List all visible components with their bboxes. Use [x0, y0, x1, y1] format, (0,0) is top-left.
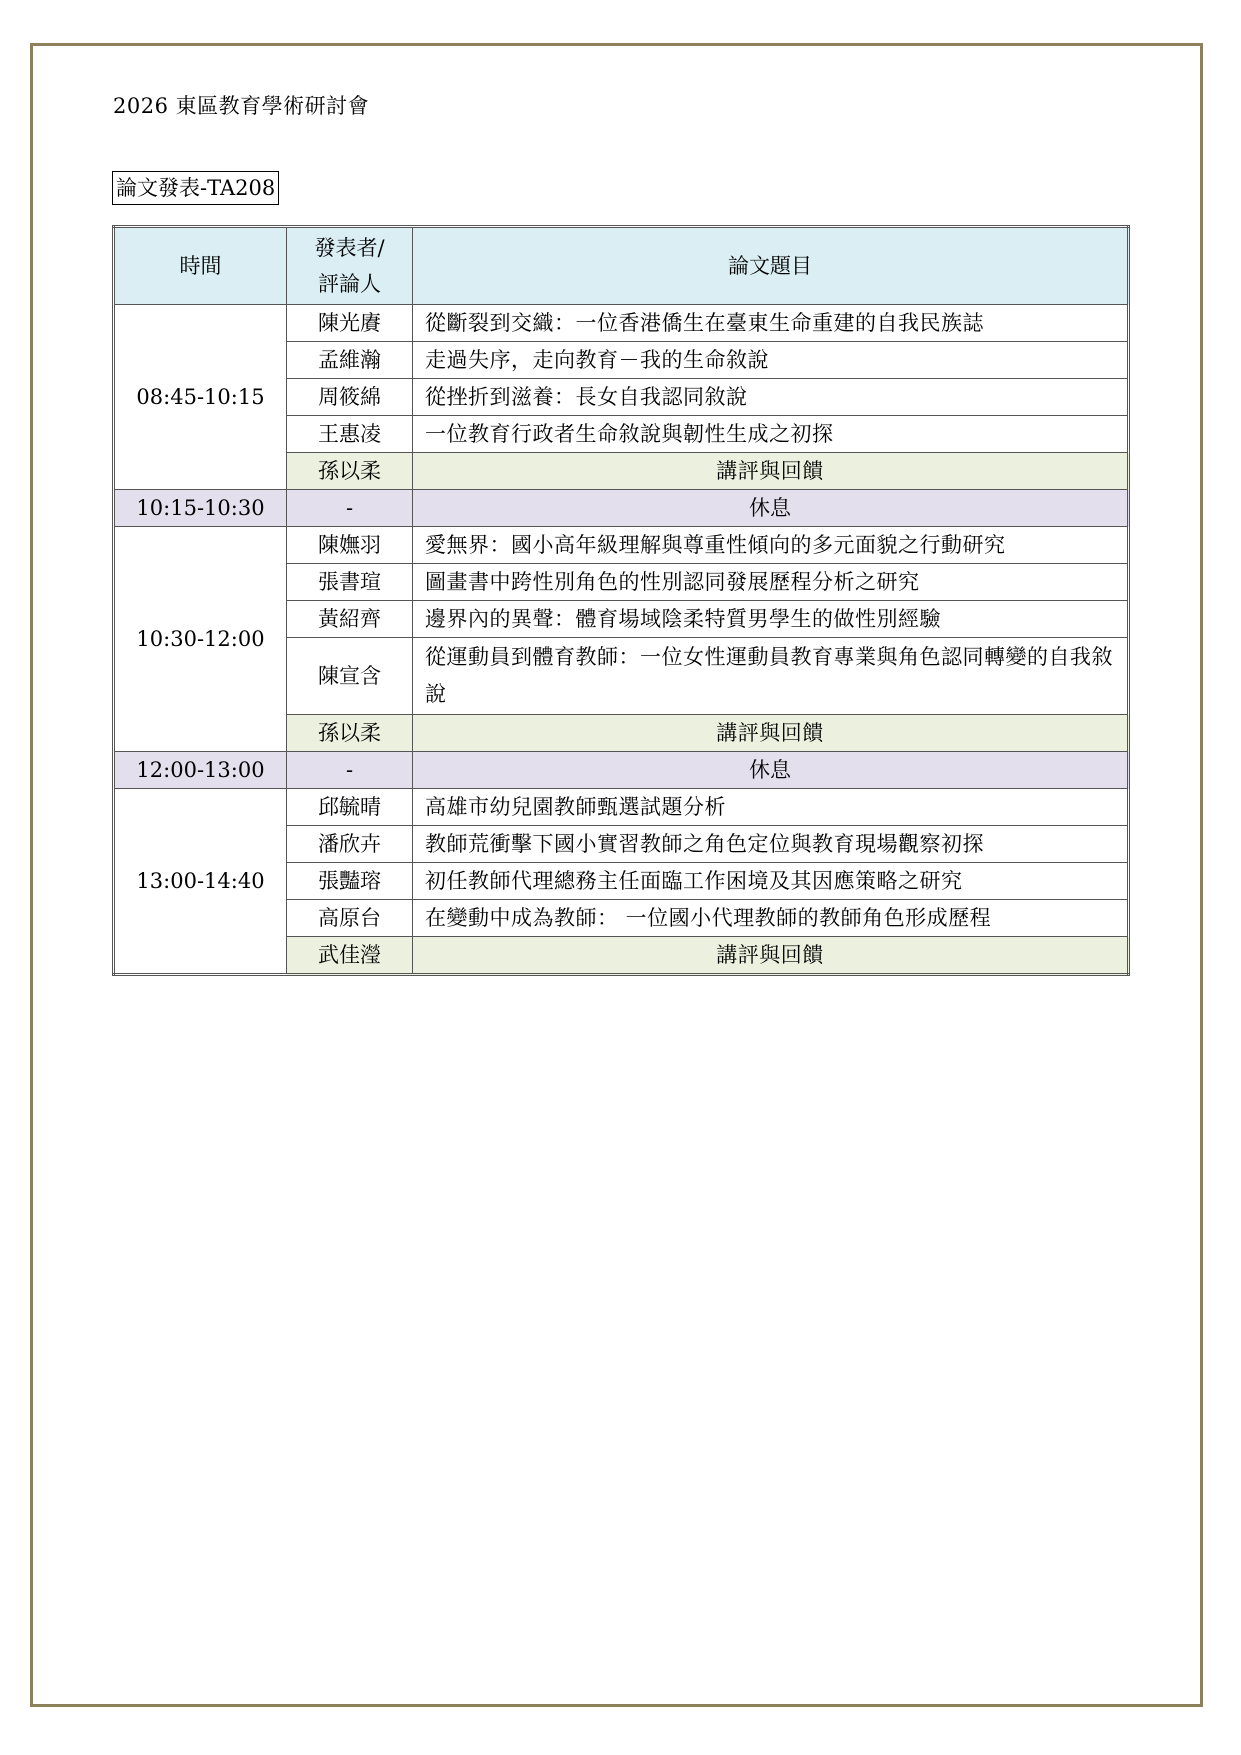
header-title: 論文題目 [413, 227, 1129, 305]
presenter-name: 周筱綿 [287, 379, 413, 416]
time-slot: 08:45-10:15 [114, 305, 287, 490]
paper-title: 圖畫書中跨性別角色的性別認同發展歷程分析之研究 [413, 564, 1129, 601]
presenter-name: 黃紹齊 [287, 601, 413, 638]
presenter-name: 王惠凌 [287, 416, 413, 453]
time-slot: 10:30-12:00 [114, 527, 287, 752]
time-slot: 13:00-14:40 [114, 789, 287, 975]
review-label: 講評與回饋 [413, 937, 1129, 975]
presenter-name: 邱毓晴 [287, 789, 413, 826]
break-presenter: - [287, 752, 413, 789]
paper-title: 邊界內的異聲：體育場域陰柔特質男學生的做性別經驗 [413, 601, 1129, 638]
break-row [114, 490, 1129, 527]
break-label: 休息 [413, 490, 1129, 527]
presenter-name: 潘欣卉 [287, 826, 413, 863]
schedule-table [112, 225, 1130, 976]
paper-title: 初任教師代理總務主任面臨工作困境及其因應策略之研究 [413, 863, 1129, 900]
paper-title: 教師荒衝擊下國小實習教師之角色定位與教育現場觀察初探 [413, 826, 1129, 863]
review-label: 講評與回饋 [413, 453, 1129, 490]
conference-title: 2026 東區教育學術研討會 [113, 94, 370, 118]
table-header-row [114, 227, 1129, 305]
presenter-name: 張豔瑢 [287, 863, 413, 900]
table-row [114, 527, 1129, 564]
paper-title: 從挫折到滋養：長女自我認同敘說 [413, 379, 1129, 416]
presenter-name: 陳光賡 [287, 305, 413, 342]
break-presenter: - [287, 490, 413, 527]
presenter-name: 陳嫵羽 [287, 527, 413, 564]
presenter-name: 孟維瀚 [287, 342, 413, 379]
header-time: 時間 [114, 227, 287, 305]
paper-title: 高雄市幼兒園教師甄選試題分析 [413, 789, 1129, 826]
reviewer-name: 武佳瀅 [287, 937, 413, 975]
review-label: 講評與回饋 [413, 715, 1129, 752]
paper-title: 愛無界：國小高年級理解與尊重性傾向的多元面貌之行動研究 [413, 527, 1129, 564]
paper-title: 走過失序，走向教育－我的生命敘說 [413, 342, 1129, 379]
table-row [114, 305, 1129, 342]
break-time: 10:15-10:30 [114, 490, 287, 527]
table-row [114, 789, 1129, 826]
break-time: 12:00-13:00 [114, 752, 287, 789]
paper-title: 從運動員到體育教師：一位女性運動員教育專業與角色認同轉變的自我敘說 [413, 638, 1129, 715]
paper-title: 在變動中成為教師： 一位國小代理教師的教師角色形成歷程 [413, 900, 1129, 937]
presenter-name: 張書瑄 [287, 564, 413, 601]
presenter-name: 陳宣含 [287, 638, 413, 715]
session-label: 論文發表-TA208 [112, 171, 279, 205]
paper-title: 一位教育行政者生命敘說與韌性生成之初探 [413, 416, 1129, 453]
presenter-name: 高原台 [287, 900, 413, 937]
header-presenter: 發表者/ 評論人 [287, 227, 413, 305]
reviewer-name: 孫以柔 [287, 715, 413, 752]
break-row [114, 752, 1129, 789]
break-label: 休息 [413, 752, 1129, 789]
reviewer-name: 孫以柔 [287, 453, 413, 490]
paper-title: 從斷裂到交織：一位香港僑生在臺東生命重建的自我民族誌 [413, 305, 1129, 342]
